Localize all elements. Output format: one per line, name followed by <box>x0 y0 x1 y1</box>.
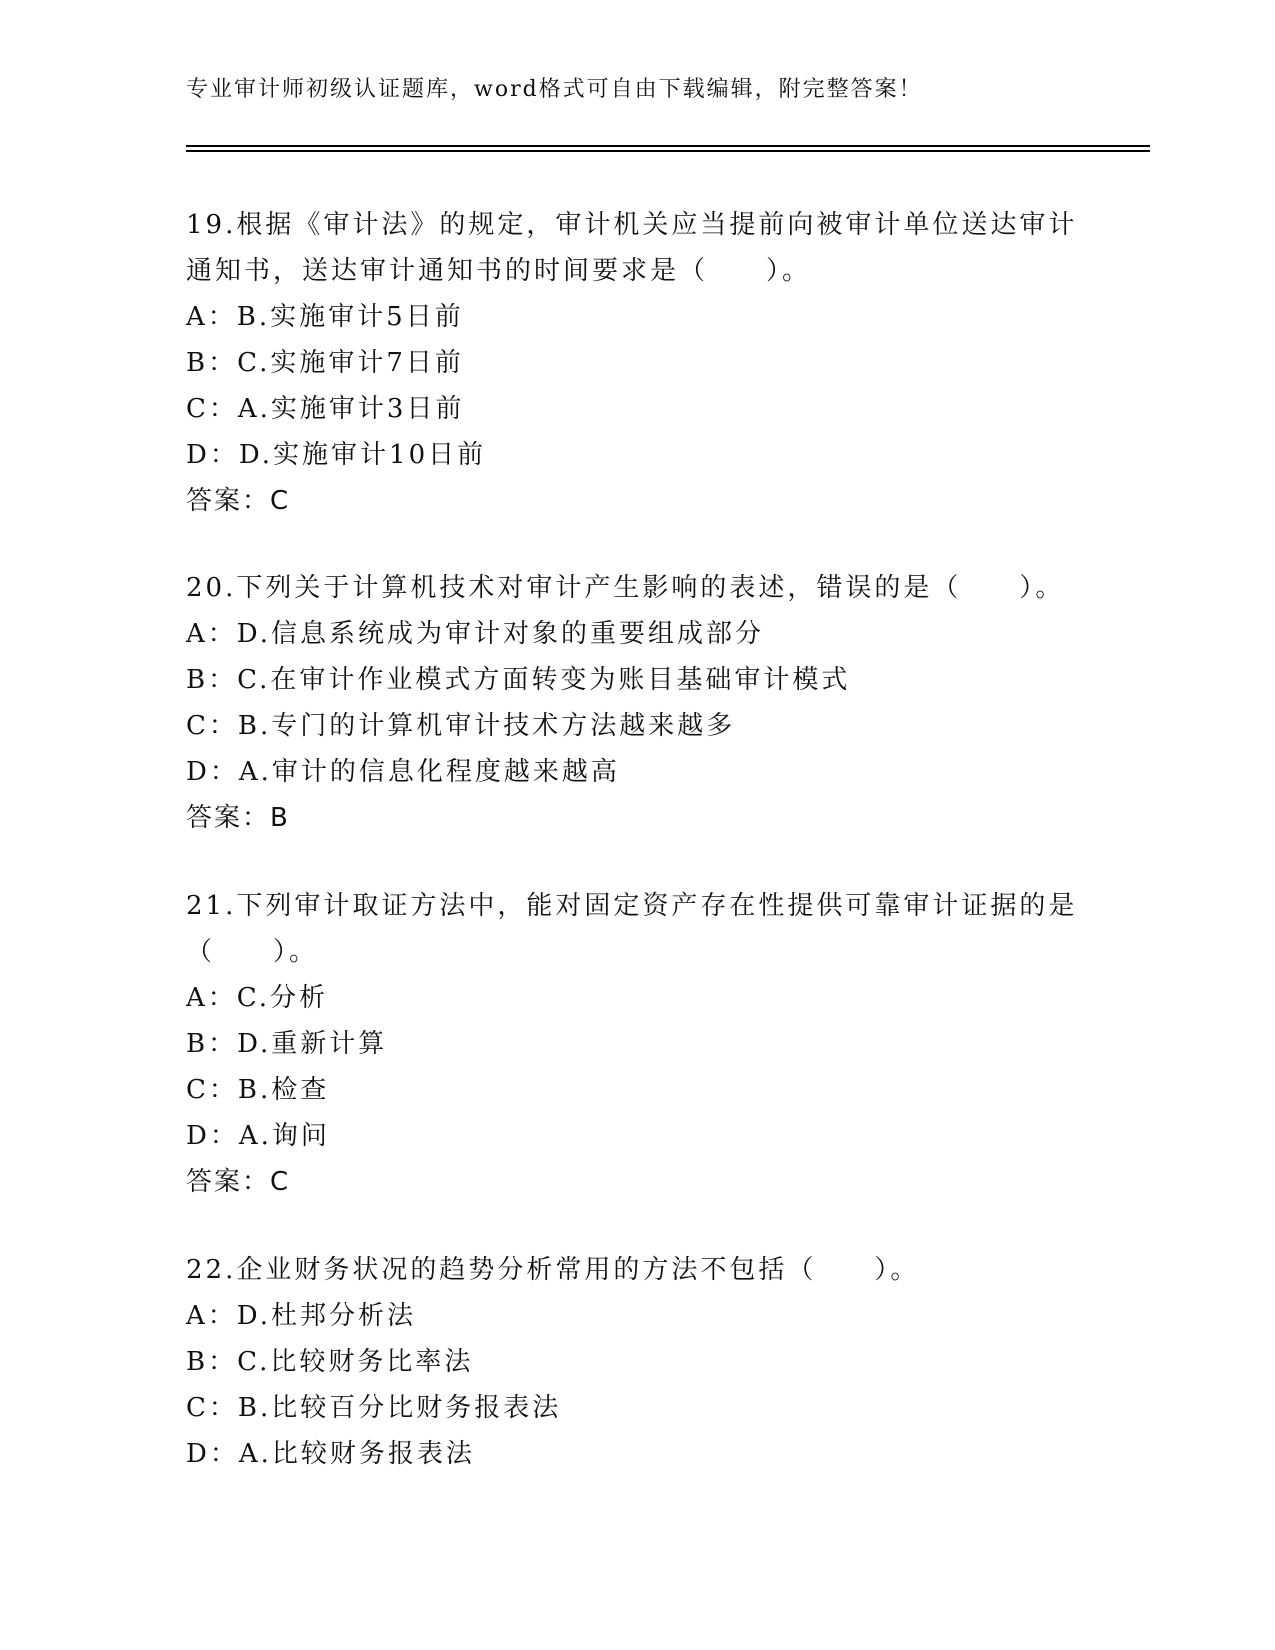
question-stem: 22.企业财务状况的趋势分析常用的方法不包括（ ）。 <box>186 1255 920 1285</box>
header-divider-top <box>186 145 1150 147</box>
option-d: D：A.询问 <box>186 1121 330 1151</box>
question-stem: 19.根据《审计法》的规定，审计机关应当提前向被审计单位送达审计通知书，送达审计通知书的时间要求是（ ）。 <box>186 210 1078 286</box>
question-19 <box>186 202 1086 524</box>
option-b: B：C.在审计作业模式方面转变为账目基础审计模式 <box>186 665 851 695</box>
answer: 答案：B <box>186 803 290 833</box>
option-c: C：B.比较百分比财务报表法 <box>186 1393 562 1423</box>
option-d: D：A.审计的信息化程度越来越高 <box>186 757 620 787</box>
option-a: A：B.实施审计5日前 <box>186 302 464 332</box>
option-a: A：D.杜邦分析法 <box>186 1301 416 1331</box>
question-21 <box>186 883 1086 1205</box>
option-c: C：B.专门的计算机审计技术方法越来越多 <box>186 711 736 741</box>
answer: 答案：C <box>186 1167 291 1197</box>
option-c: C：A.实施审计3日前 <box>186 394 465 424</box>
option-b: B：C.比较财务比率法 <box>186 1347 474 1377</box>
answer: 答案：C <box>186 486 291 516</box>
question-stem: 20.下列关于计算机技术对审计产生影响的表述，错误的是（ ）。 <box>186 573 1065 603</box>
option-d: D：A.比较财务报表法 <box>186 1439 475 1469</box>
option-b: B：C.实施审计7日前 <box>186 348 464 378</box>
option-c: C：B.检查 <box>186 1075 330 1105</box>
question-22 <box>186 1247 1086 1477</box>
question-stem: 21.下列审计取证方法中，能对固定资产存在性提供可靠审计证据的是（ ）。 <box>186 891 1078 967</box>
question-20 <box>186 565 1086 841</box>
option-a: A：D.信息系统成为审计对象的重要组成部分 <box>186 619 764 649</box>
header-divider-bottom <box>186 150 1150 152</box>
option-b: B：D.重新计算 <box>186 1029 388 1059</box>
option-d: D：D.实施审计10日前 <box>186 440 487 470</box>
option-a: A：C.分析 <box>186 983 329 1013</box>
header-text: 专业审计师初级认证题库，word格式可自由下载编辑，附完整答案！ <box>186 77 923 102</box>
